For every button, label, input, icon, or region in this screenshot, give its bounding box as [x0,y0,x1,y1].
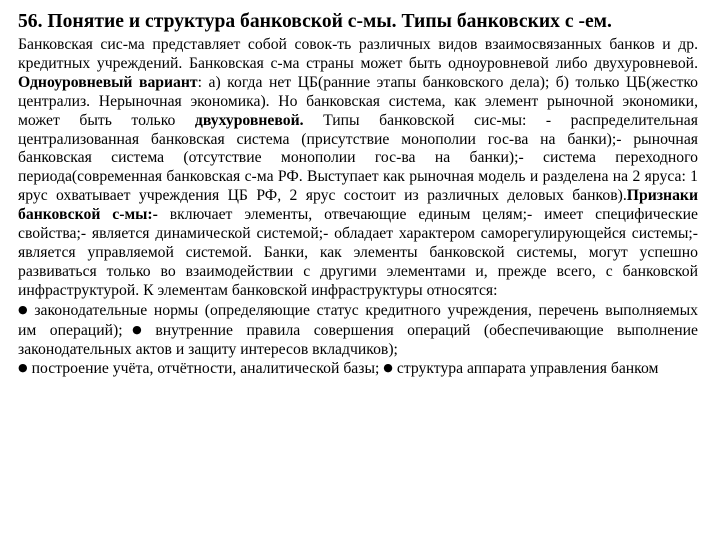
bullet-item-4: структура аппарата управления банком [396,360,659,378]
term-features: Признаки банковской с-мы:- [18,187,698,224]
bullet-item-2: внутренние правила совершения операций (обеспечивающие выполнение законодательных актов и защиту интересов вкладчиков); [18,321,698,358]
text-types: Типы банковской сис-мы: - распределительная централизованная банковская система (присутствие монополии гос-ва на банки);- рыночная банковская система (отсутствие монополии гос-ва на банки);- система переходного периода(современная банковская с-ма РФ. Выступает как рыночная модель и разделена на 2 яруса: 1 ярус охватывает учреждения ЦБ РФ, 2 ярус состоит из различных деловых банков). [18,111,698,205]
slide-content [18,10,698,379]
bullet-icon: ● [122,322,152,336]
text-features: включает элементы, отвечающие единым целям;- имеет специфические свойства;- является динамической системой;- обладает характером саморегулирующейся системы;- является управляемой системой. Банки, как элементы банковской системы, могут успешно развиваться только во взаимодействии с другими элементами и, прежде всего, с банковской инфраструктурой. К элементам банковской инфраструктуры относятся: [18,206,698,299]
bullet-icon: ● [18,361,28,375]
bullet-icon: ● [18,302,31,316]
term-single-level: Одноуровневый вариант [18,73,198,91]
bullet-item-1: законодательные нормы (определяющие статус кредитного учреждения, перечень выполняемых им операций); [18,301,698,339]
term-two-level: двухуровневой. [194,111,304,129]
slide-title: 56. Понятие и структура банковской с-мы. Типы банковских с -ем. [18,11,612,32]
text-intro: Банковская сис-ма представляет собой совок-ть различных видов взаимосвязанных банков и др. кредитных учреждений. Банковская с-ма страны может быть одноуровневой либо двухуровневой. [18,36,698,72]
bullet-icon: ● [383,361,393,375]
text-single-level: : а) когда нет ЦБ(ранние этапы банковского дела); б) только ЦБ(жестко централиз. Нерыночная экономика). Но банковская система, как элемент рыночной экономики, может быть только [18,73,698,129]
bullet-item-3: построение учёта, отчётности, аналитической базы; [31,360,380,378]
body-paragraph [18,36,698,379]
